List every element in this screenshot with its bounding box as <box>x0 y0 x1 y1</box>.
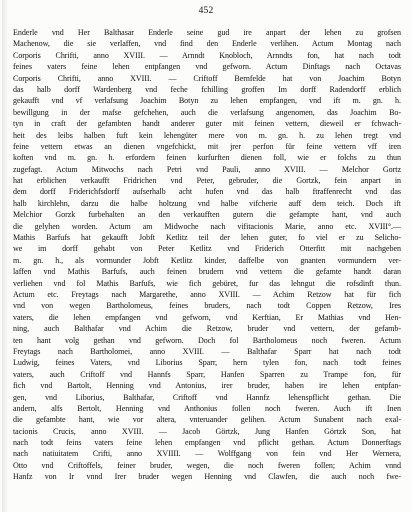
text-line: die gefambte hant, wie vor altera, vnteruander gelihen. Actum Sunabent nach exal- <box>13 415 401 425</box>
text-line: m. gn. h., als vormunder Jobft Ketlitz kinder, daffelbe von gnanten vormundern ver- <box>13 255 401 265</box>
text-line: gekaufft vnd vf verlafsung Joachim Botyn zu lehen empfangen, vnd ift m. gn. h. <box>13 96 401 106</box>
text-line: Melchior Gorzk furbehalten an den verkaufften gutern die gefampte hant, vnd auch <box>13 210 401 220</box>
text-line: Machenow, die sie verlaffen, vnd find den Enderle verlihen. Actum Montag nach <box>13 39 401 49</box>
text-line: feines vaters feine lehen entpfangen vnd gefworn. Actum Dinftags nach Octavas <box>13 62 401 72</box>
text-line: Ludwig, feines Vaters, vnd Liborius Sparr, hern tylen fon, nach todt feines <box>13 358 401 368</box>
text-line: tacionis Crucis, anno XVIII. — Jacob Görtzk, Jung Hanfen Görtzk Son, hat <box>13 426 401 436</box>
text-line: verliehen vnd fol Mathis Barfufs, wie fich gebüret, fur das lehngut die rofsdinft thun. <box>13 278 401 288</box>
text-line: hat erblichen verkaufft Fridrichen vnd Peter, gebruder, die Gortzk, fein anpart in <box>13 176 401 186</box>
text-line: ning, auch Balthafar vnd Achim die Retzow, bruder vnd vettern, der gefamb- <box>13 324 401 334</box>
text-line: Otto vnd Criftoffels, feiner bruder, wegen, die noch fweren follen; Achim vnnd <box>13 460 401 470</box>
text-line: ten hant volg gethan vnd gefworn. Doch fol Bartholomeus noch fweren. Actum <box>13 335 401 345</box>
text-line: laffen vnd Mathis Barfufs, auch feinen brudern vnd vettern die gefamte handt daran <box>13 267 401 277</box>
text-line: tyn in craft der gefambten handt anderer guter mit feinen vettern, dieweil er fchwach- <box>13 119 401 129</box>
text-line: zugefagt. Actum Mitwochs nach Petri vnd Pauli, anno XVIII. — Melchor Gortz <box>13 164 401 174</box>
text-line: Hanfz von Ir vnnd Irer bruder wegen Henning vnd Clawfen, die auch noch fwe- <box>13 472 401 482</box>
text-line: nach todt feins vaters feine lehen empfangen vnd pflicht gethan. Actum Donnerftags <box>13 438 401 448</box>
text-line: gen, vnd Liborius, Balthafar, Criftoff vnd Hannfz lehenspflicht gethan. Die <box>13 392 401 402</box>
text-line: dem dorff Friderichfsdorff aufserhalb acht hufen vnd das halb ftraffenrecht vnd das <box>13 187 401 197</box>
text-line: Corporis Chrifti, anno XVIII. — Criftoff Bernfelde hat von Joachim Botyn <box>13 73 401 83</box>
text-line: die gelyhen worden. Actum am Midwoche nach vifitacionis Marie, anno etc. XVIII°.— <box>13 221 401 231</box>
text-line: fich vnd Bartolt, Henning vnd Antonius, irer bruder, haben ire lehen entpfan- <box>13 381 401 391</box>
text-line: Enderle vnd Her Balthasar Enderle seine gud ire anpart der lehen zu grofsen <box>13 28 401 37</box>
text-line: Corporis Chrifti, anno XVIII. — Arnndt Knobloch, Arnndts fon, hat nach todt <box>13 50 401 60</box>
text-line: andern, alfs Bertolt, Henning vnd Anthonius follen noch fweren. Auch ift Inen <box>13 403 401 413</box>
text-line: vaters, auch Criftoff vnd Hannfs Sparr, Hanfen Sparren zu Trampe fon, für <box>13 369 401 379</box>
text-line: das halb dorff Wardenberg vnd feche fchilling groffen Im dorff Radendorff erblich <box>13 84 401 94</box>
page-gutter-shadow <box>2 0 8 512</box>
text-line: nach natiuitatem Crifti, anno XVIIII. — Wolffgang von fein vnd Her Wernera, <box>13 449 401 459</box>
text-line: koften vnd m. gn. h. erfordern feinen kurfurften dienen foll, wie er folchs zu thun <box>13 153 401 163</box>
text-line: Actum etc. Freytags nach Margarethe, anno XVIII. — Achim Retzow hat für fich <box>13 289 401 299</box>
text-line: Mathis Barfufs hat gekaufft Jobft Ketlitz teil der lehen guter, fo viel er zu Selicho- <box>13 233 401 243</box>
text-line: halb kirchlehn, darzu die halbe holtzung vnd halbe vifcherie auff dem teich. Doch ift <box>13 198 401 208</box>
text-line: Freytags nach Bartholomei, anno XVIII. — Balthafar Sparr hat nach todt <box>13 346 401 356</box>
text-line: we im dorff gehabt von Peter Ketlitz vnd Friderich Otterfitt mit nachgeben <box>13 244 401 254</box>
body-text <box>13 27 401 483</box>
text-line: vnd von wegen Bartholomeus, feines bruders, nach todt Coppen Retzow, Ires <box>13 301 401 311</box>
text-line: feine vettern etwas an dienen vngefchickt, mit jrer perfon für feine vettern vff iren <box>13 141 401 151</box>
text-line: bewillgung in der mafse gefchehen, auch die verlafsung angenomen, das Joachim Bo- <box>13 107 401 117</box>
text-line: heit des leibs halben fuft kein lehengüter mere von m. gn. h. zu lehen tregt vnd <box>13 130 401 140</box>
text-line: vaters, die lehen empfangen vnd gefworn, vnd Kerftian, Er Mathias vnd Hen- <box>13 312 401 322</box>
page-number: 452 <box>198 6 214 16</box>
